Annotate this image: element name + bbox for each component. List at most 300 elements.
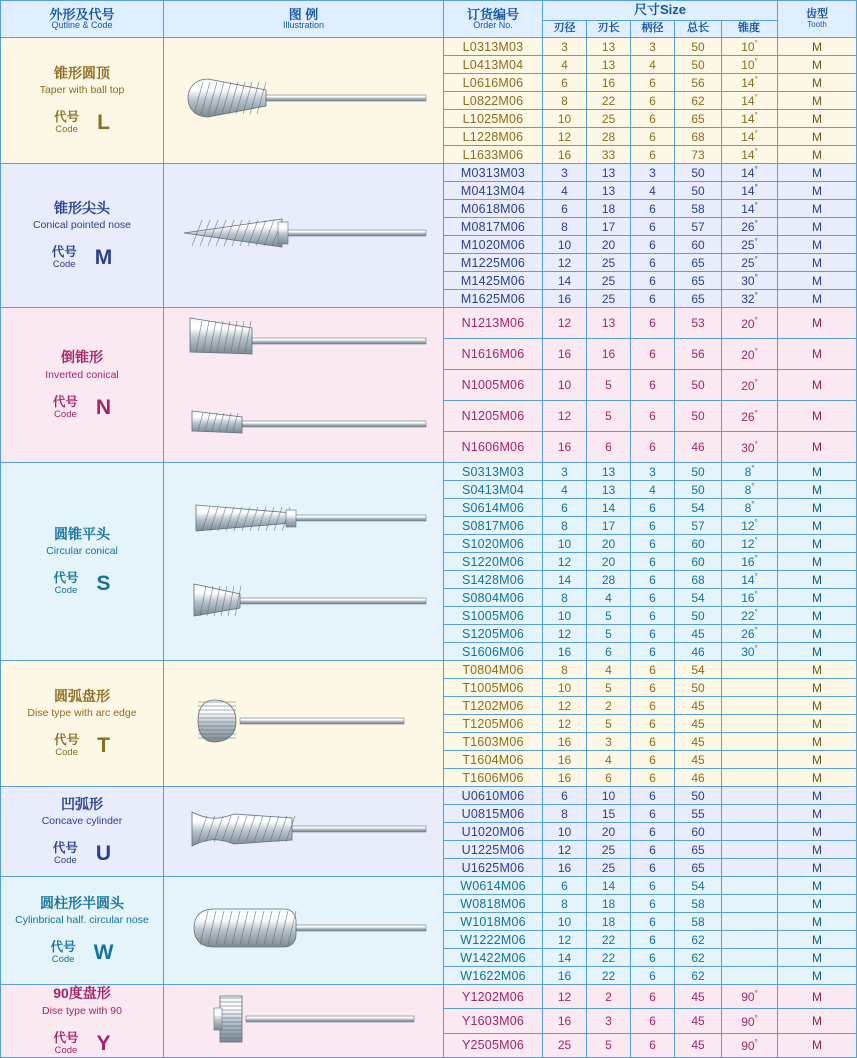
shank-diameter-cell: 6 bbox=[631, 661, 675, 679]
tooth-type-cell: M bbox=[778, 236, 857, 254]
group-code-wrap bbox=[1, 571, 163, 597]
shank-diameter-cell: 6 bbox=[631, 200, 675, 218]
order-number-cell: W0614M06 bbox=[444, 877, 543, 895]
tooth-type-cell: M bbox=[778, 517, 857, 535]
shank-diameter-cell: 6 bbox=[631, 370, 675, 401]
order-number-cell: N1213M06 bbox=[444, 308, 543, 339]
group-code-letter: L bbox=[97, 111, 110, 135]
bur-drawing bbox=[174, 65, 434, 136]
shank-diameter-cell: 6 bbox=[631, 751, 675, 769]
bur-drawing bbox=[174, 485, 434, 556]
total-length-cell: 50 bbox=[675, 38, 722, 56]
tooth-type-cell: M bbox=[778, 254, 857, 272]
group-name-cell-s bbox=[1, 463, 164, 661]
taper-angle-cell: 8° bbox=[722, 499, 778, 517]
group-name-en: Circular conical bbox=[46, 545, 118, 558]
tooth-type-cell: M bbox=[778, 571, 857, 589]
header-size-cn: 尺寸Size bbox=[634, 2, 687, 17]
taper-angle-cell: 16° bbox=[722, 553, 778, 571]
order-number-cell: L1633M06 bbox=[444, 146, 543, 164]
header-size-col-2: 柄径 bbox=[631, 21, 675, 38]
cutter-length-cell: 25 bbox=[587, 290, 631, 308]
header-tooth-cn: 齿型 bbox=[806, 8, 829, 21]
cutter-length-cell: 28 bbox=[587, 128, 631, 146]
group-code-wrap bbox=[1, 841, 163, 867]
shank-diameter-cell: 3 bbox=[631, 463, 675, 481]
cutter-diameter-cell: 12 bbox=[543, 985, 587, 1009]
shank-diameter-cell: 4 bbox=[631, 182, 675, 200]
group-illustration-y bbox=[164, 985, 444, 1058]
shank-diameter-cell: 6 bbox=[631, 589, 675, 607]
shank-diameter-cell: 6 bbox=[631, 823, 675, 841]
tooth-type-cell: M bbox=[778, 625, 857, 643]
taper-angle-cell: 32° bbox=[722, 290, 778, 308]
tooth-type-cell: M bbox=[778, 339, 857, 370]
code-label: 代号 Code bbox=[53, 1030, 79, 1056]
tooth-type-cell: M bbox=[778, 949, 857, 967]
shank-diameter-cell: 6 bbox=[631, 1009, 675, 1033]
cutter-length-cell: 3 bbox=[587, 1009, 631, 1033]
group-name-cell-n bbox=[1, 308, 164, 463]
group-illustration-w bbox=[164, 877, 444, 985]
cutter-diameter-cell: 4 bbox=[543, 182, 587, 200]
total-length-cell: 65 bbox=[675, 254, 722, 272]
group-name-cell-t bbox=[1, 661, 164, 787]
tooth-type-cell: M bbox=[778, 859, 857, 877]
tooth-type-cell: M bbox=[778, 841, 857, 859]
order-number-cell: T1603M06 bbox=[444, 733, 543, 751]
shank-diameter-cell: 6 bbox=[631, 92, 675, 110]
tooth-type-cell: M bbox=[778, 895, 857, 913]
tooth-type-cell: M bbox=[778, 589, 857, 607]
order-number-cell: L1025M06 bbox=[444, 110, 543, 128]
group-illustration-s bbox=[164, 463, 444, 661]
taper-angle-cell: 90° bbox=[722, 1033, 778, 1057]
header-order-no-cn: 订货编号 bbox=[466, 6, 519, 22]
cutter-length-cell: 17 bbox=[587, 218, 631, 236]
shank-diameter-cell: 6 bbox=[631, 272, 675, 290]
group-name-cn: 圆弧盘形 bbox=[54, 687, 110, 704]
taper-angle-cell: 12° bbox=[722, 517, 778, 535]
group-code-letter: M bbox=[94, 246, 113, 270]
cutter-diameter-cell: 6 bbox=[543, 787, 587, 805]
order-number-cell: N1616M06 bbox=[444, 339, 543, 370]
total-length-cell: 45 bbox=[675, 1009, 722, 1033]
cutter-diameter-cell: 16 bbox=[543, 432, 587, 463]
code-label: 代号 Code bbox=[53, 571, 79, 597]
cutter-length-cell: 2 bbox=[587, 697, 631, 715]
cutter-diameter-cell: 8 bbox=[543, 805, 587, 823]
taper-angle-cell: 14° bbox=[722, 74, 778, 92]
group-code-wrap bbox=[1, 245, 163, 271]
tooth-type-cell: M bbox=[778, 877, 857, 895]
order-number-cell: S1220M06 bbox=[444, 553, 543, 571]
order-number-cell: Y1603M06 bbox=[444, 1009, 543, 1033]
taper-angle-cell: 25° bbox=[722, 254, 778, 272]
cutter-diameter-cell: 12 bbox=[543, 254, 587, 272]
cutter-length-cell: 33 bbox=[587, 146, 631, 164]
cutter-length-cell: 5 bbox=[587, 607, 631, 625]
taper-angle-cell bbox=[722, 913, 778, 931]
total-length-cell: 50 bbox=[675, 787, 722, 805]
shank-diameter-cell: 6 bbox=[631, 679, 675, 697]
shank-diameter-cell: 6 bbox=[631, 877, 675, 895]
total-length-cell: 60 bbox=[675, 535, 722, 553]
tooth-type-cell: M bbox=[778, 110, 857, 128]
bur-drawing bbox=[174, 688, 434, 759]
tooth-type-cell: M bbox=[778, 643, 857, 661]
cutter-length-cell: 25 bbox=[587, 254, 631, 272]
group-illustration-l bbox=[164, 38, 444, 164]
cutter-diameter-cell: 10 bbox=[543, 913, 587, 931]
shank-diameter-cell: 6 bbox=[631, 859, 675, 877]
shank-diameter-cell: 6 bbox=[631, 769, 675, 787]
tooth-type-cell: M bbox=[778, 401, 857, 432]
order-number-cell: W0818M06 bbox=[444, 895, 543, 913]
taper-angle-cell: 14° bbox=[722, 182, 778, 200]
taper-angle-cell: 30° bbox=[722, 643, 778, 661]
order-number-cell: M1425M06 bbox=[444, 272, 543, 290]
cutter-length-cell: 16 bbox=[587, 74, 631, 92]
cutter-diameter-cell: 3 bbox=[543, 164, 587, 182]
order-number-cell: W1622M06 bbox=[444, 967, 543, 985]
cutter-diameter-cell: 4 bbox=[543, 481, 587, 499]
cutter-length-cell: 20 bbox=[587, 535, 631, 553]
cutter-diameter-cell: 3 bbox=[543, 38, 587, 56]
group-name-en: Dise type with arc edge bbox=[27, 707, 137, 720]
tooth-type-cell: M bbox=[778, 787, 857, 805]
shank-diameter-cell: 6 bbox=[631, 625, 675, 643]
cutter-length-cell: 22 bbox=[587, 92, 631, 110]
taper-angle-cell: 14° bbox=[722, 164, 778, 182]
group-name-cell-w bbox=[1, 877, 164, 985]
order-number-cell: S0413M04 bbox=[444, 481, 543, 499]
order-number-cell: N1606M06 bbox=[444, 432, 543, 463]
cutter-length-cell: 13 bbox=[587, 481, 631, 499]
bur-drawing bbox=[174, 308, 434, 379]
bur-drawing bbox=[174, 391, 434, 462]
group-illustration-n bbox=[164, 308, 444, 463]
taper-angle-cell: 26° bbox=[722, 625, 778, 643]
cutter-length-cell: 13 bbox=[587, 182, 631, 200]
order-number-cell: L0616M06 bbox=[444, 74, 543, 92]
header-illustration bbox=[164, 1, 444, 38]
cutter-diameter-cell: 8 bbox=[543, 218, 587, 236]
group-name-cell-m bbox=[1, 164, 164, 308]
total-length-cell: 50 bbox=[675, 164, 722, 182]
group-name-cell-y bbox=[1, 985, 164, 1058]
order-number-cell: S0804M06 bbox=[444, 589, 543, 607]
total-length-cell: 58 bbox=[675, 913, 722, 931]
cutter-length-cell: 6 bbox=[587, 432, 631, 463]
total-length-cell: 50 bbox=[675, 607, 722, 625]
tooth-type-cell: M bbox=[778, 1009, 857, 1033]
header-outline-code bbox=[1, 1, 164, 38]
order-number-cell: S0817M06 bbox=[444, 517, 543, 535]
order-number-cell: N1205M06 bbox=[444, 401, 543, 432]
order-number-cell: Y2505M06 bbox=[444, 1033, 543, 1057]
tooth-type-cell: M bbox=[778, 661, 857, 679]
tooth-type-cell: M bbox=[778, 370, 857, 401]
table-header bbox=[1, 1, 857, 38]
taper-angle-cell: 90° bbox=[722, 985, 778, 1009]
shank-diameter-cell: 6 bbox=[631, 733, 675, 751]
group-name-cn: 90度盘形 bbox=[53, 985, 111, 1002]
total-length-cell: 62 bbox=[675, 92, 722, 110]
order-number-cell: T1604M06 bbox=[444, 751, 543, 769]
header-order-no-en: Order No. bbox=[473, 20, 513, 31]
cutter-length-cell: 20 bbox=[587, 823, 631, 841]
order-number-cell: U1020M06 bbox=[444, 823, 543, 841]
bur-drawing bbox=[174, 200, 434, 271]
order-number-cell: L0313M03 bbox=[444, 38, 543, 56]
total-length-cell: 54 bbox=[675, 589, 722, 607]
cutter-length-cell: 18 bbox=[587, 200, 631, 218]
shank-diameter-cell: 4 bbox=[631, 56, 675, 74]
group-name-cn: 圆锥平头 bbox=[54, 525, 110, 542]
cutter-length-cell: 5 bbox=[587, 401, 631, 432]
order-number-cell: N1005M06 bbox=[444, 370, 543, 401]
cutter-diameter-cell: 12 bbox=[543, 401, 587, 432]
cutter-diameter-cell: 10 bbox=[543, 535, 587, 553]
total-length-cell: 54 bbox=[675, 661, 722, 679]
taper-angle-cell: 14° bbox=[722, 200, 778, 218]
table-row bbox=[1, 164, 857, 182]
shank-diameter-cell: 3 bbox=[631, 38, 675, 56]
header-illustration-en: Illustration bbox=[282, 20, 325, 31]
total-length-cell: 57 bbox=[675, 218, 722, 236]
order-number-cell: S1005M06 bbox=[444, 607, 543, 625]
order-number-cell: M1020M06 bbox=[444, 236, 543, 254]
taper-angle-cell: 8° bbox=[722, 463, 778, 481]
shank-diameter-cell: 6 bbox=[631, 339, 675, 370]
shank-diameter-cell: 6 bbox=[631, 571, 675, 589]
tooth-type-cell: M bbox=[778, 164, 857, 182]
header-tooth-en: Tooth bbox=[807, 19, 827, 29]
tooth-type-cell: M bbox=[778, 182, 857, 200]
order-number-cell: M0313M03 bbox=[444, 164, 543, 182]
order-number-cell: S0614M06 bbox=[444, 499, 543, 517]
tooth-type-cell: M bbox=[778, 74, 857, 92]
tooth-type-cell: M bbox=[778, 607, 857, 625]
shank-diameter-cell: 6 bbox=[631, 308, 675, 339]
taper-angle-cell: 14° bbox=[722, 128, 778, 146]
total-length-cell: 65 bbox=[675, 859, 722, 877]
order-number-cell: U1625M06 bbox=[444, 859, 543, 877]
tooth-type-cell: M bbox=[778, 499, 857, 517]
order-number-cell: S1205M06 bbox=[444, 625, 543, 643]
total-length-cell: 50 bbox=[675, 481, 722, 499]
taper-angle-cell: 14° bbox=[722, 146, 778, 164]
total-length-cell: 58 bbox=[675, 200, 722, 218]
group-name-cell-l bbox=[1, 38, 164, 164]
bur-drawing bbox=[174, 895, 434, 966]
shank-diameter-cell: 6 bbox=[631, 949, 675, 967]
cutter-length-cell: 16 bbox=[587, 339, 631, 370]
taper-angle-cell bbox=[722, 949, 778, 967]
cutter-length-cell: 6 bbox=[587, 769, 631, 787]
cutter-diameter-cell: 6 bbox=[543, 200, 587, 218]
shank-diameter-cell: 6 bbox=[631, 401, 675, 432]
cutter-length-cell: 5 bbox=[587, 1033, 631, 1057]
tooth-type-cell: M bbox=[778, 715, 857, 733]
table-row bbox=[1, 38, 857, 56]
order-number-cell: L0413M04 bbox=[444, 56, 543, 74]
cutter-length-cell: 17 bbox=[587, 517, 631, 535]
shank-diameter-cell: 6 bbox=[631, 931, 675, 949]
shank-diameter-cell: 6 bbox=[631, 74, 675, 92]
tooth-type-cell: M bbox=[778, 967, 857, 985]
taper-angle-cell bbox=[722, 715, 778, 733]
tooth-type-cell: M bbox=[778, 92, 857, 110]
total-length-cell: 45 bbox=[675, 625, 722, 643]
taper-angle-cell: 20° bbox=[722, 308, 778, 339]
shank-diameter-cell: 6 bbox=[631, 787, 675, 805]
total-length-cell: 46 bbox=[675, 643, 722, 661]
taper-angle-cell bbox=[722, 679, 778, 697]
cutter-length-cell: 25 bbox=[587, 859, 631, 877]
order-number-cell: W1422M06 bbox=[444, 949, 543, 967]
order-number-cell: M0618M06 bbox=[444, 200, 543, 218]
cutter-diameter-cell: 6 bbox=[543, 877, 587, 895]
cutter-length-cell: 4 bbox=[587, 589, 631, 607]
header-order-no bbox=[444, 1, 543, 38]
total-length-cell: 68 bbox=[675, 128, 722, 146]
cutter-length-cell: 18 bbox=[587, 913, 631, 931]
taper-angle-cell bbox=[722, 769, 778, 787]
total-length-cell: 62 bbox=[675, 949, 722, 967]
group-name-cn: 凹弧形 bbox=[61, 795, 103, 812]
table-body bbox=[1, 38, 857, 1058]
taper-angle-cell: 25° bbox=[722, 236, 778, 254]
cutter-diameter-cell: 16 bbox=[543, 769, 587, 787]
cutter-length-cell: 14 bbox=[587, 877, 631, 895]
cutter-diameter-cell: 8 bbox=[543, 589, 587, 607]
taper-angle-cell bbox=[722, 787, 778, 805]
group-code-letter: W bbox=[93, 941, 114, 965]
cutter-diameter-cell: 3 bbox=[543, 463, 587, 481]
shank-diameter-cell: 6 bbox=[631, 218, 675, 236]
group-code-letter: N bbox=[95, 395, 112, 419]
taper-angle-cell bbox=[722, 967, 778, 985]
cutter-length-cell: 28 bbox=[587, 571, 631, 589]
tooth-type-cell: M bbox=[778, 769, 857, 787]
tooth-type-cell: M bbox=[778, 432, 857, 463]
cutter-length-cell: 10 bbox=[587, 787, 631, 805]
shank-diameter-cell: 6 bbox=[631, 1033, 675, 1057]
group-name-en: Cylinbrical half. circular nose bbox=[15, 914, 149, 927]
code-label: 代号 Code bbox=[50, 940, 76, 966]
cutter-diameter-cell: 10 bbox=[543, 679, 587, 697]
order-number-cell: T1606M06 bbox=[444, 769, 543, 787]
tooth-type-cell: M bbox=[778, 535, 857, 553]
total-length-cell: 65 bbox=[675, 841, 722, 859]
shank-diameter-cell: 6 bbox=[631, 697, 675, 715]
cutter-length-cell: 2 bbox=[587, 985, 631, 1009]
tooth-type-cell: M bbox=[778, 146, 857, 164]
shank-diameter-cell: 6 bbox=[631, 985, 675, 1009]
order-number-cell: U1225M06 bbox=[444, 841, 543, 859]
header-outline-code-en: Qutline & Code bbox=[51, 20, 113, 31]
cutter-length-cell: 20 bbox=[587, 553, 631, 571]
tooth-type-cell: M bbox=[778, 463, 857, 481]
tooth-type-cell: M bbox=[778, 308, 857, 339]
group-name-en: Inverted conical bbox=[45, 368, 119, 381]
taper-angle-cell: 22° bbox=[722, 607, 778, 625]
shank-diameter-cell: 6 bbox=[631, 517, 675, 535]
cutter-diameter-cell: 14 bbox=[543, 272, 587, 290]
shank-diameter-cell: 6 bbox=[631, 553, 675, 571]
group-name-en: Dise type with 90 bbox=[42, 1004, 122, 1017]
taper-angle-cell: 14° bbox=[722, 571, 778, 589]
total-length-cell: 45 bbox=[675, 751, 722, 769]
total-length-cell: 65 bbox=[675, 272, 722, 290]
tooth-type-cell: M bbox=[778, 290, 857, 308]
tooth-type-cell: M bbox=[778, 481, 857, 499]
cutter-diameter-cell: 10 bbox=[543, 370, 587, 401]
bur-drawing bbox=[174, 986, 434, 1057]
group-name-cn: 倒锥形 bbox=[61, 349, 103, 366]
cutter-diameter-cell: 6 bbox=[543, 499, 587, 517]
total-length-cell: 50 bbox=[675, 370, 722, 401]
total-length-cell: 56 bbox=[675, 339, 722, 370]
cutter-diameter-cell: 12 bbox=[543, 931, 587, 949]
cutter-length-cell: 25 bbox=[587, 272, 631, 290]
cutter-diameter-cell: 8 bbox=[543, 517, 587, 535]
shank-diameter-cell: 6 bbox=[631, 499, 675, 517]
header-size-group bbox=[543, 1, 778, 38]
cutter-diameter-cell: 10 bbox=[543, 607, 587, 625]
table-row bbox=[1, 877, 857, 895]
taper-angle-cell bbox=[722, 733, 778, 751]
taper-angle-cell bbox=[722, 751, 778, 769]
cutter-diameter-cell: 16 bbox=[543, 733, 587, 751]
tooth-type-cell: M bbox=[778, 200, 857, 218]
code-label: 代号 Code bbox=[54, 733, 80, 759]
cutter-diameter-cell: 10 bbox=[543, 823, 587, 841]
cutter-length-cell: 22 bbox=[587, 949, 631, 967]
total-length-cell: 45 bbox=[675, 715, 722, 733]
header-size-col-3: 总长 bbox=[675, 21, 722, 38]
tooth-type-cell: M bbox=[778, 679, 857, 697]
total-length-cell: 54 bbox=[675, 877, 722, 895]
tooth-type-cell: M bbox=[778, 697, 857, 715]
cutter-diameter-cell: 10 bbox=[543, 110, 587, 128]
cutter-length-cell: 25 bbox=[587, 110, 631, 128]
total-length-cell: 68 bbox=[675, 571, 722, 589]
cutter-length-cell: 6 bbox=[587, 643, 631, 661]
group-code-wrap bbox=[1, 1031, 163, 1057]
table-row bbox=[1, 985, 857, 1009]
shank-diameter-cell: 6 bbox=[631, 432, 675, 463]
cutter-length-cell: 5 bbox=[587, 715, 631, 733]
bur-drawing bbox=[174, 568, 434, 639]
group-name-cn: 圆柱形半圆头 bbox=[40, 894, 124, 911]
cutter-length-cell: 22 bbox=[587, 967, 631, 985]
table-row bbox=[1, 661, 857, 679]
tooth-type-cell: M bbox=[778, 1033, 857, 1057]
group-code-wrap bbox=[1, 940, 163, 966]
tooth-type-cell: M bbox=[778, 128, 857, 146]
group-name-cell-u bbox=[1, 787, 164, 877]
group-code-letter: S bbox=[96, 572, 111, 596]
total-length-cell: 60 bbox=[675, 823, 722, 841]
group-code-letter: Y bbox=[96, 1031, 111, 1055]
group-illustration-u bbox=[164, 787, 444, 877]
cutter-diameter-cell: 10 bbox=[543, 236, 587, 254]
order-number-cell: T1005M06 bbox=[444, 679, 543, 697]
group-code-wrap bbox=[1, 733, 163, 759]
